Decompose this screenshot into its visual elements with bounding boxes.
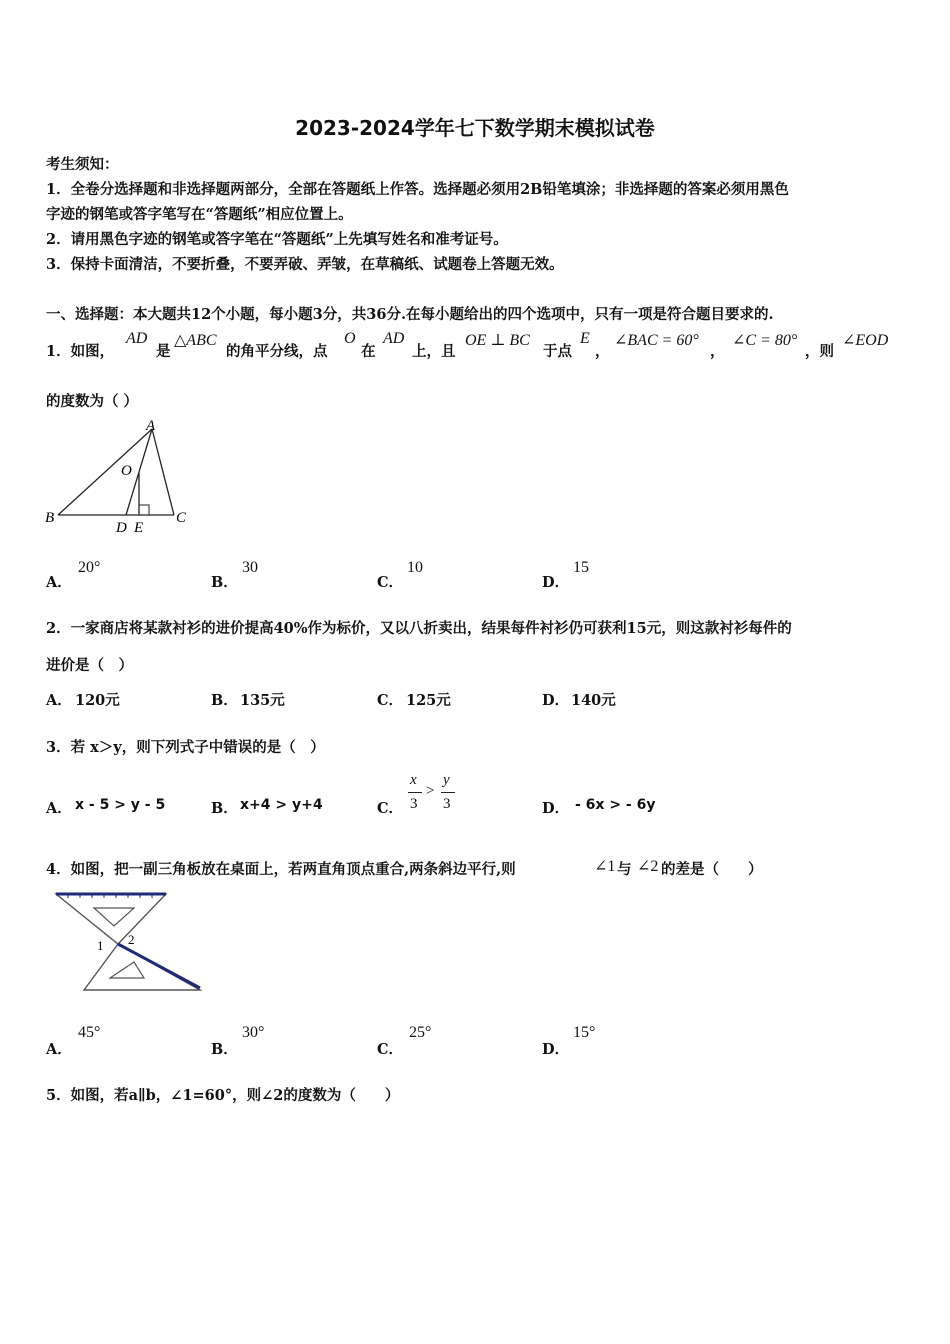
- q4-option-c-label: C．: [377, 1041, 404, 1058]
- q1-text-7: ，: [595, 343, 610, 360]
- q1-text-2: 是: [156, 343, 171, 360]
- q4-upper-inner-triangle: [94, 908, 134, 926]
- q5-stem: 5．如图，若a∥b，∠1=60°，则∠2的度数为（ ）: [46, 1087, 400, 1104]
- q3-option-c-fraction-bar-2: [441, 792, 455, 793]
- q3-option-c-op: >: [426, 783, 435, 799]
- q2-option-b-value: 135元: [240, 692, 285, 709]
- q1-option-a-label: A．: [46, 574, 72, 591]
- q2-option-c-value: 125元: [406, 692, 451, 709]
- q4-option-a-value: 45°: [78, 1024, 101, 1041]
- q1-label-d: D: [116, 520, 127, 536]
- q4-label-1: 1: [97, 938, 104, 953]
- q4-label-2: 2: [128, 932, 135, 947]
- q1-math-bac: ∠BAC = 60°: [614, 332, 699, 349]
- q4-option-c-value: 25°: [409, 1024, 432, 1041]
- q2-option-c-label: C．: [377, 692, 404, 709]
- q3-option-b-value: x+4 > y+4: [240, 797, 323, 813]
- q4-set-squares-figure: [48, 886, 206, 996]
- q3-option-a-value: x - 5 > y - 5: [75, 797, 166, 813]
- q1-side-ab: [58, 429, 152, 515]
- q1-math-eod: ∠EOD: [842, 332, 889, 349]
- q1-text-1: 1．如图，: [46, 343, 115, 360]
- q1-text-9: ，则: [805, 343, 834, 360]
- q1-label-a: A: [146, 418, 156, 434]
- notice-line-1b: 字迹的钢笔或答字笔写在“答题纸”相应位置上。: [46, 206, 353, 223]
- q2-stem-line2: 进价是（ ）: [46, 657, 133, 674]
- q3-option-c-label: C．: [377, 800, 404, 817]
- notice-line-2: 2．请用黑色字迹的钢笔或答字笔在“答题纸”上先填写姓名和准考证号。: [46, 231, 508, 248]
- q1-math-perp: OE ⊥ BC: [465, 332, 530, 349]
- q4-option-b-value: 30°: [242, 1024, 265, 1041]
- q1-triangle-figure: [40, 415, 200, 540]
- q4-lower-ruler-edge: [118, 944, 200, 988]
- q1-text-3: 的角平分线，点: [226, 343, 328, 360]
- q1-math-o: O: [344, 330, 356, 347]
- q3-stem: 3．若 x＞y，则下列式子中错误的是（ ）: [46, 739, 325, 756]
- q4-math-angle-1: ∠1: [594, 858, 616, 875]
- q4-text-3: 的差是（ ）: [661, 861, 763, 878]
- q1-text-4: 在: [361, 343, 376, 360]
- q2-option-a-value: 120元: [75, 692, 120, 709]
- q1-text-8: ，: [710, 343, 725, 360]
- q4-option-d-value: 15°: [573, 1024, 596, 1041]
- q3-option-c-num-2: y: [443, 772, 450, 788]
- q1-text-5: 上，且: [412, 343, 456, 360]
- q1-text-line2: 的度数为（ ）: [46, 393, 139, 410]
- q4-text-2: 与: [617, 861, 632, 878]
- q1-label-e: E: [134, 520, 144, 536]
- q4-text-1: 4．如图，把一副三角板放在桌面上，若两直角顶点重合,两条斜边平行,则: [46, 861, 516, 878]
- q1-option-c-label: C．: [377, 574, 404, 591]
- q1-math-c: ∠C = 80°: [732, 332, 798, 349]
- q4-upper-triangle: [56, 894, 166, 944]
- q3-option-c-den-2: 3: [443, 796, 451, 812]
- q1-label-o: O: [121, 463, 132, 479]
- q1-math-e: E: [580, 330, 590, 347]
- notice-line-1a: 1．全卷分选择题和非选择题两部分，全部在答题纸上作答。选择题必须用2B铅笔填涂；非选择题的答案必须用黑色: [46, 181, 789, 198]
- q4-lower-inner-triangle: [110, 962, 144, 978]
- q1-right-angle-mark: [139, 505, 149, 515]
- q3-option-b-label: B．: [211, 800, 238, 817]
- q1-option-d-value: 15: [573, 559, 589, 576]
- q2-option-a-label: A．: [46, 692, 72, 709]
- q1-math-triangle: △ABC: [174, 332, 217, 349]
- q3-option-d-label: D．: [542, 800, 570, 817]
- notice-heading: 考生须知：: [46, 156, 119, 173]
- notice-line-3: 3．保持卡面清洁，不要折叠，不要弄破、弄皱，在草稿纸、试题卷上答题无效。: [46, 256, 564, 273]
- q1-text-6: 于点: [543, 343, 572, 360]
- q3-option-a-label: A．: [46, 800, 72, 817]
- q4-option-b-label: B．: [211, 1041, 238, 1058]
- q2-option-d-value: 140元: [571, 692, 616, 709]
- q2-option-d-label: D．: [542, 692, 570, 709]
- section-heading: 一、选择题：本大题共12个小题，每小题3分，共36分.在每小题给出的四个选项中，只有一项是符合题目要求的.: [46, 306, 774, 323]
- q2-option-b-label: B．: [211, 692, 238, 709]
- q4-option-d-label: D．: [542, 1041, 570, 1058]
- q4-option-a-label: A．: [46, 1041, 72, 1058]
- page-title: 2023-2024学年七下数学期末模拟试卷: [295, 116, 655, 140]
- q4-math-angle-2: ∠2: [637, 858, 659, 875]
- q3-option-c-fraction-bar-1: [408, 792, 422, 793]
- q1-side-ac: [152, 429, 174, 515]
- q3-option-c-num-1: x: [410, 772, 417, 788]
- q1-option-b-label: B．: [211, 574, 238, 591]
- q3-option-c-den-1: 3: [410, 796, 418, 812]
- q1-option-c-value: 10: [407, 559, 423, 576]
- q1-option-a-value: 20°: [78, 559, 101, 576]
- q3-option-d-value: - 6x > - 6y: [575, 797, 656, 813]
- q2-stem-line1: 2．一家商店将某款衬衫的进价提高40%作为标价，又以八折卖出，结果每件衬衫仍可获利15元，则这款衬衫每件的: [46, 620, 792, 637]
- q1-option-b-value: 30: [242, 559, 258, 576]
- q1-math-ad: AD: [126, 330, 148, 347]
- q1-label-c: C: [176, 510, 187, 526]
- q1-option-d-label: D．: [542, 574, 570, 591]
- q1-label-b: B: [45, 510, 55, 526]
- q1-math-ad-2: AD: [383, 330, 405, 347]
